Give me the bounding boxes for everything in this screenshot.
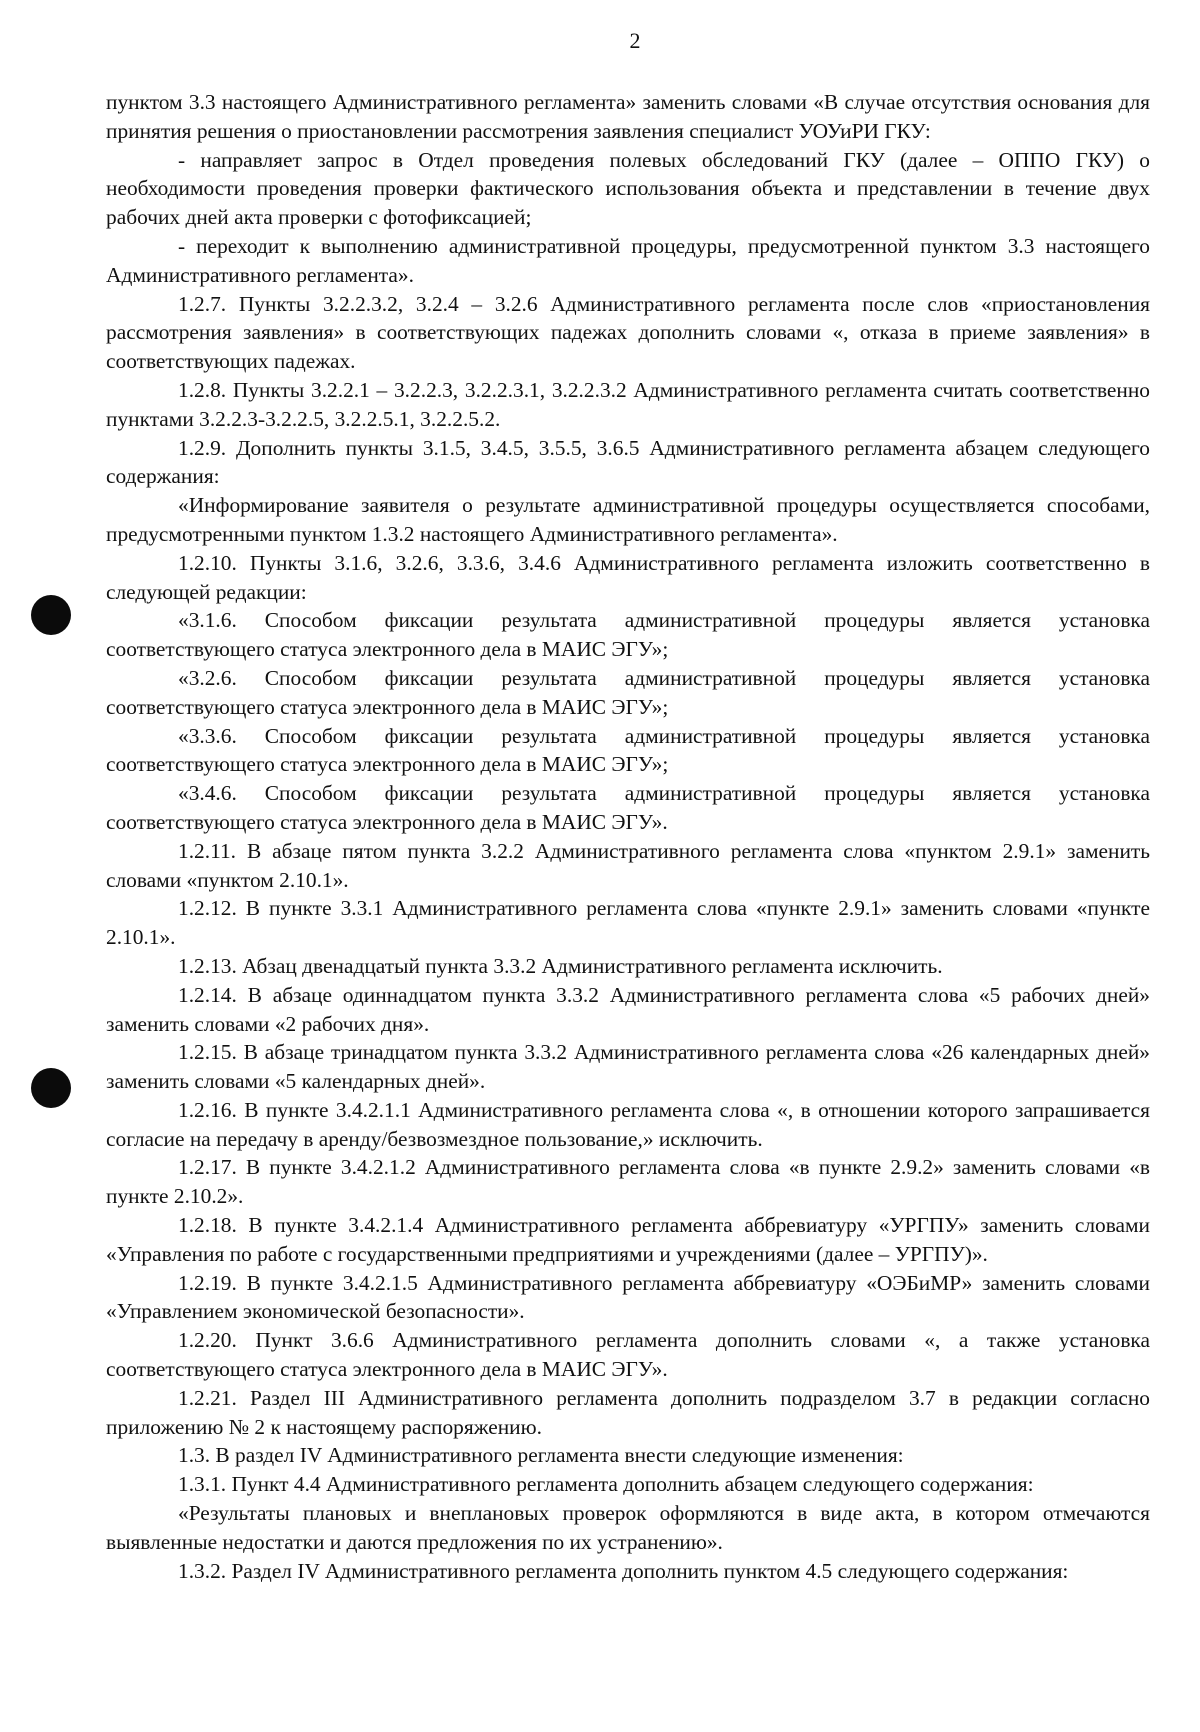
document-body xyxy=(106,88,1150,1585)
paragraph: 1.3.1. Пункт 4.4 Административного регламента дополнить абзацем следующего содержания: xyxy=(178,1472,1034,1497)
paragraph: 1.2.18. В пункте 3.4.2.1.4 Административного регламента аббревиатуру «УРГПУ» заменить словами «Управления по работе с государственными предприятиями и учреждениями (далее – УРГПУ)». xyxy=(106,1213,1150,1266)
paragraph: - направляет запрос в Отдел проведения полевых обследований ГКУ (далее – ОППО ГКУ) о необходимости проведения проверки фактического использования объекта и представлении в течение двух рабочих дней акта проверки с фотофиксацией; xyxy=(106,147,1150,230)
paragraph: 1.2.21. Раздел III Административного регламента дополнить подразделом 3.7 в редакции согласно приложению № 2 к настоящему распоряжению. xyxy=(106,1385,1150,1439)
paragraph: 1.2.9. Дополнить пункты 3.1.5, 3.4.5, 3.5.5, 3.6.5 Административного регламента абзацем следующего содержания: xyxy=(106,435,1150,489)
paragraph: 1.2.16. В пункте 3.4.2.1.1 Административного регламента слова «, в отношении которого запрашивается согласие на передачу в аренду/безвозмездное пользование,» исключить. xyxy=(106,1097,1150,1151)
paragraph: «3.3.6. Способом фиксации результата административной процедуры является установка соответствующего статуса электронного дела в МАИС ЭГУ»; xyxy=(106,723,1150,777)
paragraph: 1.2.17. В пункте 3.4.2.1.2 Административного регламента слова «в пункте 2.9.2» заменить словами «в пункте 2.10.2». xyxy=(106,1155,1150,1209)
paragraph: «3.1.6. Способом фиксации результата административной процедуры является установка соответствующего статуса электронного дела в МАИС ЭГУ»; xyxy=(106,608,1150,662)
paragraph: «3.2.6. Способом фиксации результата административной процедуры является установка соответствующего статуса электронного дела в МАИС ЭГУ»; xyxy=(106,665,1150,719)
paragraph: 1.2.11. В абзаце пятом пункта 3.2.2 Административного регламента слова «пунктом 2.9.1» заменить словами «пунктом 2.10.1». xyxy=(106,838,1150,892)
paragraph: 1.2.13. Абзац двенадцатый пункта 3.3.2 Административного регламента исключить. xyxy=(178,953,943,978)
paragraph: 1.2.10. Пункты 3.1.6, 3.2.6, 3.3.6, 3.4.6 Административного регламента изложить соответственно в следующей редакции: xyxy=(106,550,1150,604)
page-number: 2 xyxy=(629,28,641,53)
paragraph: 1.2.7. Пункты 3.2.2.3.2, 3.2.4 – 3.2.6 Административного регламента после слов «приостановления рассмотрения заявления» в соответствующих падежах дополнить словами «, отказа в приеме заявления» в соответствующих падежах. xyxy=(106,291,1150,374)
paragraph: пунктом 3.3 настоящего Административного регламента» заменить словами «В случае отсутствия основания для принятия решения о приостановлении рассмотрения заявления специалист УОУиРИ ГКУ: xyxy=(106,90,1150,143)
paragraph: 1.2.12. В пункте 3.3.1 Административного регламента слова «пункте 2.9.1» заменить словами «пункте 2.10.1». xyxy=(106,896,1150,950)
paragraph: 1.2.19. В пункте 3.4.2.1.5 Административного регламента аббревиатуру «ОЭБиМР» заменить словами «Управлением экономической безопасности». xyxy=(106,1270,1150,1324)
paragraph: 1.2.15. В абзаце тринадцатом пункта 3.3.2 Административного регламента слова «26 календарных дней» заменить словами «5 календарных дней». xyxy=(106,1040,1150,1094)
paragraph: 1.3. В раздел IV Административного регламента внести следующие изменения: xyxy=(178,1443,904,1468)
punch-hole-top xyxy=(31,595,71,635)
paragraph: «Информирование заявителя о результате административной процедуры осуществляется способами, предусмотренными пунктом 1.3.2 настоящего Административного регламента». xyxy=(106,493,1150,546)
paragraph: - переходит к выполнению административной процедуры, предусмотренной пунктом 3.3 настоящего Административного регламента». xyxy=(106,233,1150,287)
paragraph: 1.2.8. Пункты 3.2.2.1 – 3.2.2.3, 3.2.2.3.1, 3.2.2.3.2 Административного регламента считать соответственно пунктами 3.2.2.3-3.2.2.5, 3.2.2.5.1, 3.2.2.5.2. xyxy=(106,377,1150,431)
paragraph: «Результаты плановых и внеплановых проверок оформляются в виде акта, в котором отмечаются выявленные недостатки и даются предложения по их устранению». xyxy=(106,1501,1150,1554)
paragraph: 1.2.14. В абзаце одиннадцатом пункта 3.3.2 Административного регламента слова «5 рабочих дней» заменить словами «2 рабочих дня». xyxy=(106,982,1150,1036)
paragraph: 1.2.20. Пункт 3.6.6 Административного регламента дополнить словами «, а также установка соответствующего статуса электронного дела в МАИС ЭГУ». xyxy=(106,1328,1150,1382)
paragraph: «3.4.6. Способом фиксации результата административной процедуры является установка соответствующего статуса электронного дела в МАИС ЭГУ». xyxy=(106,781,1150,834)
punch-hole-bottom xyxy=(31,1068,71,1108)
paragraph: 1.3.2. Раздел IV Административного регламента дополнить пунктом 4.5 следующего содержания: xyxy=(178,1558,1069,1583)
